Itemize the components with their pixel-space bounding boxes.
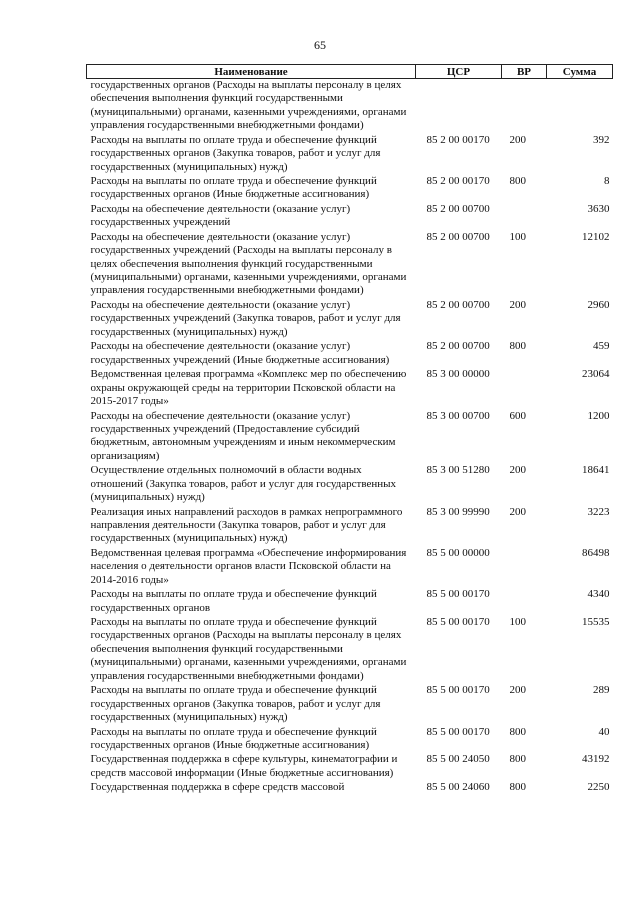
cell-vr	[502, 79, 547, 134]
cell-vr: 200	[509, 133, 526, 146]
cell-name: Расходы на обеспечение деятельности (оказание услуг) государственных учреждений	[90, 202, 351, 229]
cell-vr	[502, 368, 547, 409]
cell-sum: 8	[604, 175, 610, 188]
cell-sum: 2250	[587, 781, 610, 794]
table-row	[87, 231, 613, 299]
table-row	[87, 781, 613, 796]
cell-sum: 289	[593, 684, 610, 697]
header-name: Наименование	[87, 65, 416, 79]
cell-csr: 85 5 00 00000	[426, 546, 490, 559]
cell-sum: 1200	[587, 409, 610, 422]
cell-csr: 85 5 00 00170	[426, 725, 490, 738]
cell-csr: 85 2 00 00170	[426, 175, 490, 188]
cell-csr: 85 2 00 00700	[426, 230, 490, 243]
cell-vr: 800	[509, 175, 526, 188]
cell-name: Осуществление отдельных полномочий в области водных отношений (Закупка товаров, работ и услуг для государственных (муниципальных) нужд)	[90, 464, 396, 504]
cell-vr: 200	[509, 684, 526, 697]
cell-sum: 3223	[587, 505, 610, 518]
cell-csr: 85 2 00 00700	[426, 298, 490, 311]
cell-name: Расходы на выплаты по оплате труда и обеспечение функций государственных органов (Закупка товаров, работ и услуг для государственных (муниципальных) нужд)	[90, 133, 381, 173]
table-row	[87, 547, 613, 588]
table-row	[87, 588, 613, 616]
cell-csr	[416, 79, 502, 134]
cell-name: Расходы на выплаты по оплате труда и обеспечение функций государственных органов (Иные бюджетные ассигнования)	[90, 725, 377, 751]
cell-name: Расходы на выплаты по оплате труда и обеспечение функций государственных органов (Закупка товаров, работ и услуг для государственных (муниципальных) нужд)	[90, 684, 381, 723]
cell-csr: 85 5 00 24060	[426, 781, 490, 794]
cell-sum: 43192	[582, 753, 610, 766]
cell-vr	[502, 547, 547, 588]
cell-vr: 800	[509, 725, 526, 738]
cell-sum: 4340	[587, 588, 610, 601]
budget-table	[86, 64, 613, 796]
cell-sum: 23064	[582, 368, 610, 381]
cell-vr: 200	[509, 298, 526, 311]
table-row	[87, 506, 613, 547]
cell-sum: 392	[593, 133, 610, 146]
header-vr: ВР	[502, 65, 547, 79]
cell-sum: 86498	[582, 546, 610, 559]
cell-csr: 85 2 00 00700	[426, 340, 490, 353]
header-sum: Сумма	[547, 65, 613, 79]
table-row	[87, 753, 613, 781]
table-row	[87, 134, 613, 175]
cell-vr: 200	[509, 464, 526, 477]
cell-csr: 85 3 00 99990	[426, 505, 490, 518]
cell-csr: 85 5 00 00170	[426, 684, 490, 697]
table-row	[87, 684, 613, 725]
cell-name: Государственная поддержка в сфере культуры, кинематографии и средств массовой информации (Иные бюджетные ассигнования)	[90, 753, 398, 779]
cell-vr: 600	[509, 409, 526, 422]
budget-table-container	[86, 64, 612, 796]
header-csr: ЦСР	[416, 65, 502, 79]
table-row	[87, 464, 613, 505]
cell-csr: 85 3 00 00000	[426, 368, 490, 381]
cell-vr: 100	[509, 616, 526, 629]
cell-name: Государственная поддержка в сфере средств массовой	[90, 781, 345, 794]
cell-csr: 85 2 00 00170	[426, 133, 490, 146]
cell-csr: 85 5 00 00170	[426, 616, 490, 629]
cell-csr: 85 5 00 00170	[426, 588, 490, 601]
table-row	[87, 203, 613, 231]
cell-sum: 3630	[587, 202, 610, 215]
cell-name: Ведомственная целевая программа «Обеспечение информирования населения о деятельности органов власти Псковской области на 2014-2016 годы»	[90, 546, 407, 586]
cell-name: Расходы на обеспечение деятельности (оказание услуг) государственных учреждений (Иные бюджетные ассигнования)	[90, 340, 390, 366]
table-row	[87, 79, 613, 134]
cell-vr	[502, 203, 547, 231]
cell-csr: 85 3 00 00700	[426, 409, 490, 422]
cell-sum	[547, 79, 613, 134]
cell-vr: 800	[509, 753, 526, 766]
cell-sum: 2960	[587, 298, 610, 311]
cell-name: Расходы на выплаты по оплате труда и обеспечение функций государственных органов	[90, 588, 377, 614]
cell-name: государственных органов (Расходы на выплаты персоналу в целях обеспечения выполнения функций государственными (муниципальными) органами, казенными учреждениями, органами управления государственными внебюджетными фондами)	[90, 79, 407, 132]
cell-name: Расходы на обеспечение деятельности (оказание услуг) государственных учреждений (Расходы на выплаты персоналу в целях обеспечения выполнения функций государственными (муниципальными) органами, казенными учреждениями, органами управления государственными внебюджетными фондами)	[90, 230, 407, 297]
table-header	[87, 65, 613, 79]
cell-sum: 15535	[582, 616, 610, 629]
table-row	[87, 616, 613, 684]
cell-name: Расходы на выплаты по оплате труда и обеспечение функций государственных органов (Расходы на выплаты персоналу в целях обеспечения выполнения функций государственными (муниципальными) органами, казенными учреждениями, органами управления государственными внебюджетными фондами)	[90, 616, 407, 682]
table-body	[87, 79, 613, 796]
page-number: 65	[314, 38, 326, 52]
cell-name: Расходы на обеспечение деятельности (оказание услуг) государственных учреждений (Предоставление субсидий бюджетным, автономным учреждениям и иным некоммерческим организациям)	[90, 409, 396, 462]
cell-name: Расходы на выплаты по оплате труда и обеспечение функций государственных органов (Иные бюджетные ассигнования)	[90, 175, 377, 201]
cell-vr: 200	[509, 505, 526, 518]
cell-vr	[502, 588, 547, 616]
table-row	[87, 175, 613, 203]
cell-name: Ведомственная целевая программа «Комплекс мер по обеспечению охраны окружающей среды на территории Псковской области на 2015-2017 годы»	[90, 368, 407, 407]
cell-csr: 85 2 00 00700	[426, 202, 490, 215]
cell-sum: 40	[598, 725, 610, 738]
table-row	[87, 299, 613, 340]
cell-sum: 18641	[582, 464, 610, 477]
table-row	[87, 368, 613, 409]
cell-vr: 800	[509, 781, 526, 794]
cell-sum: 12102	[582, 230, 610, 243]
cell-sum: 459	[593, 340, 610, 353]
cell-vr: 100	[509, 230, 526, 243]
cell-csr: 85 5 00 24050	[426, 753, 490, 766]
cell-name: Реализация иных направлений расходов в рамках непрограммного направления деятельности (Закупка товаров, работ и услуг для государственных (муниципальных) нужд)	[90, 505, 403, 545]
table-row	[87, 410, 613, 465]
table-row	[87, 340, 613, 368]
cell-csr: 85 3 00 51280	[426, 464, 490, 477]
table-row	[87, 726, 613, 754]
cell-vr: 800	[509, 340, 526, 353]
cell-name: Расходы на обеспечение деятельности (оказание услуг) государственных учреждений (Закупка товаров, работ и услуг для государственных (муниципальных) нужд)	[90, 298, 401, 338]
